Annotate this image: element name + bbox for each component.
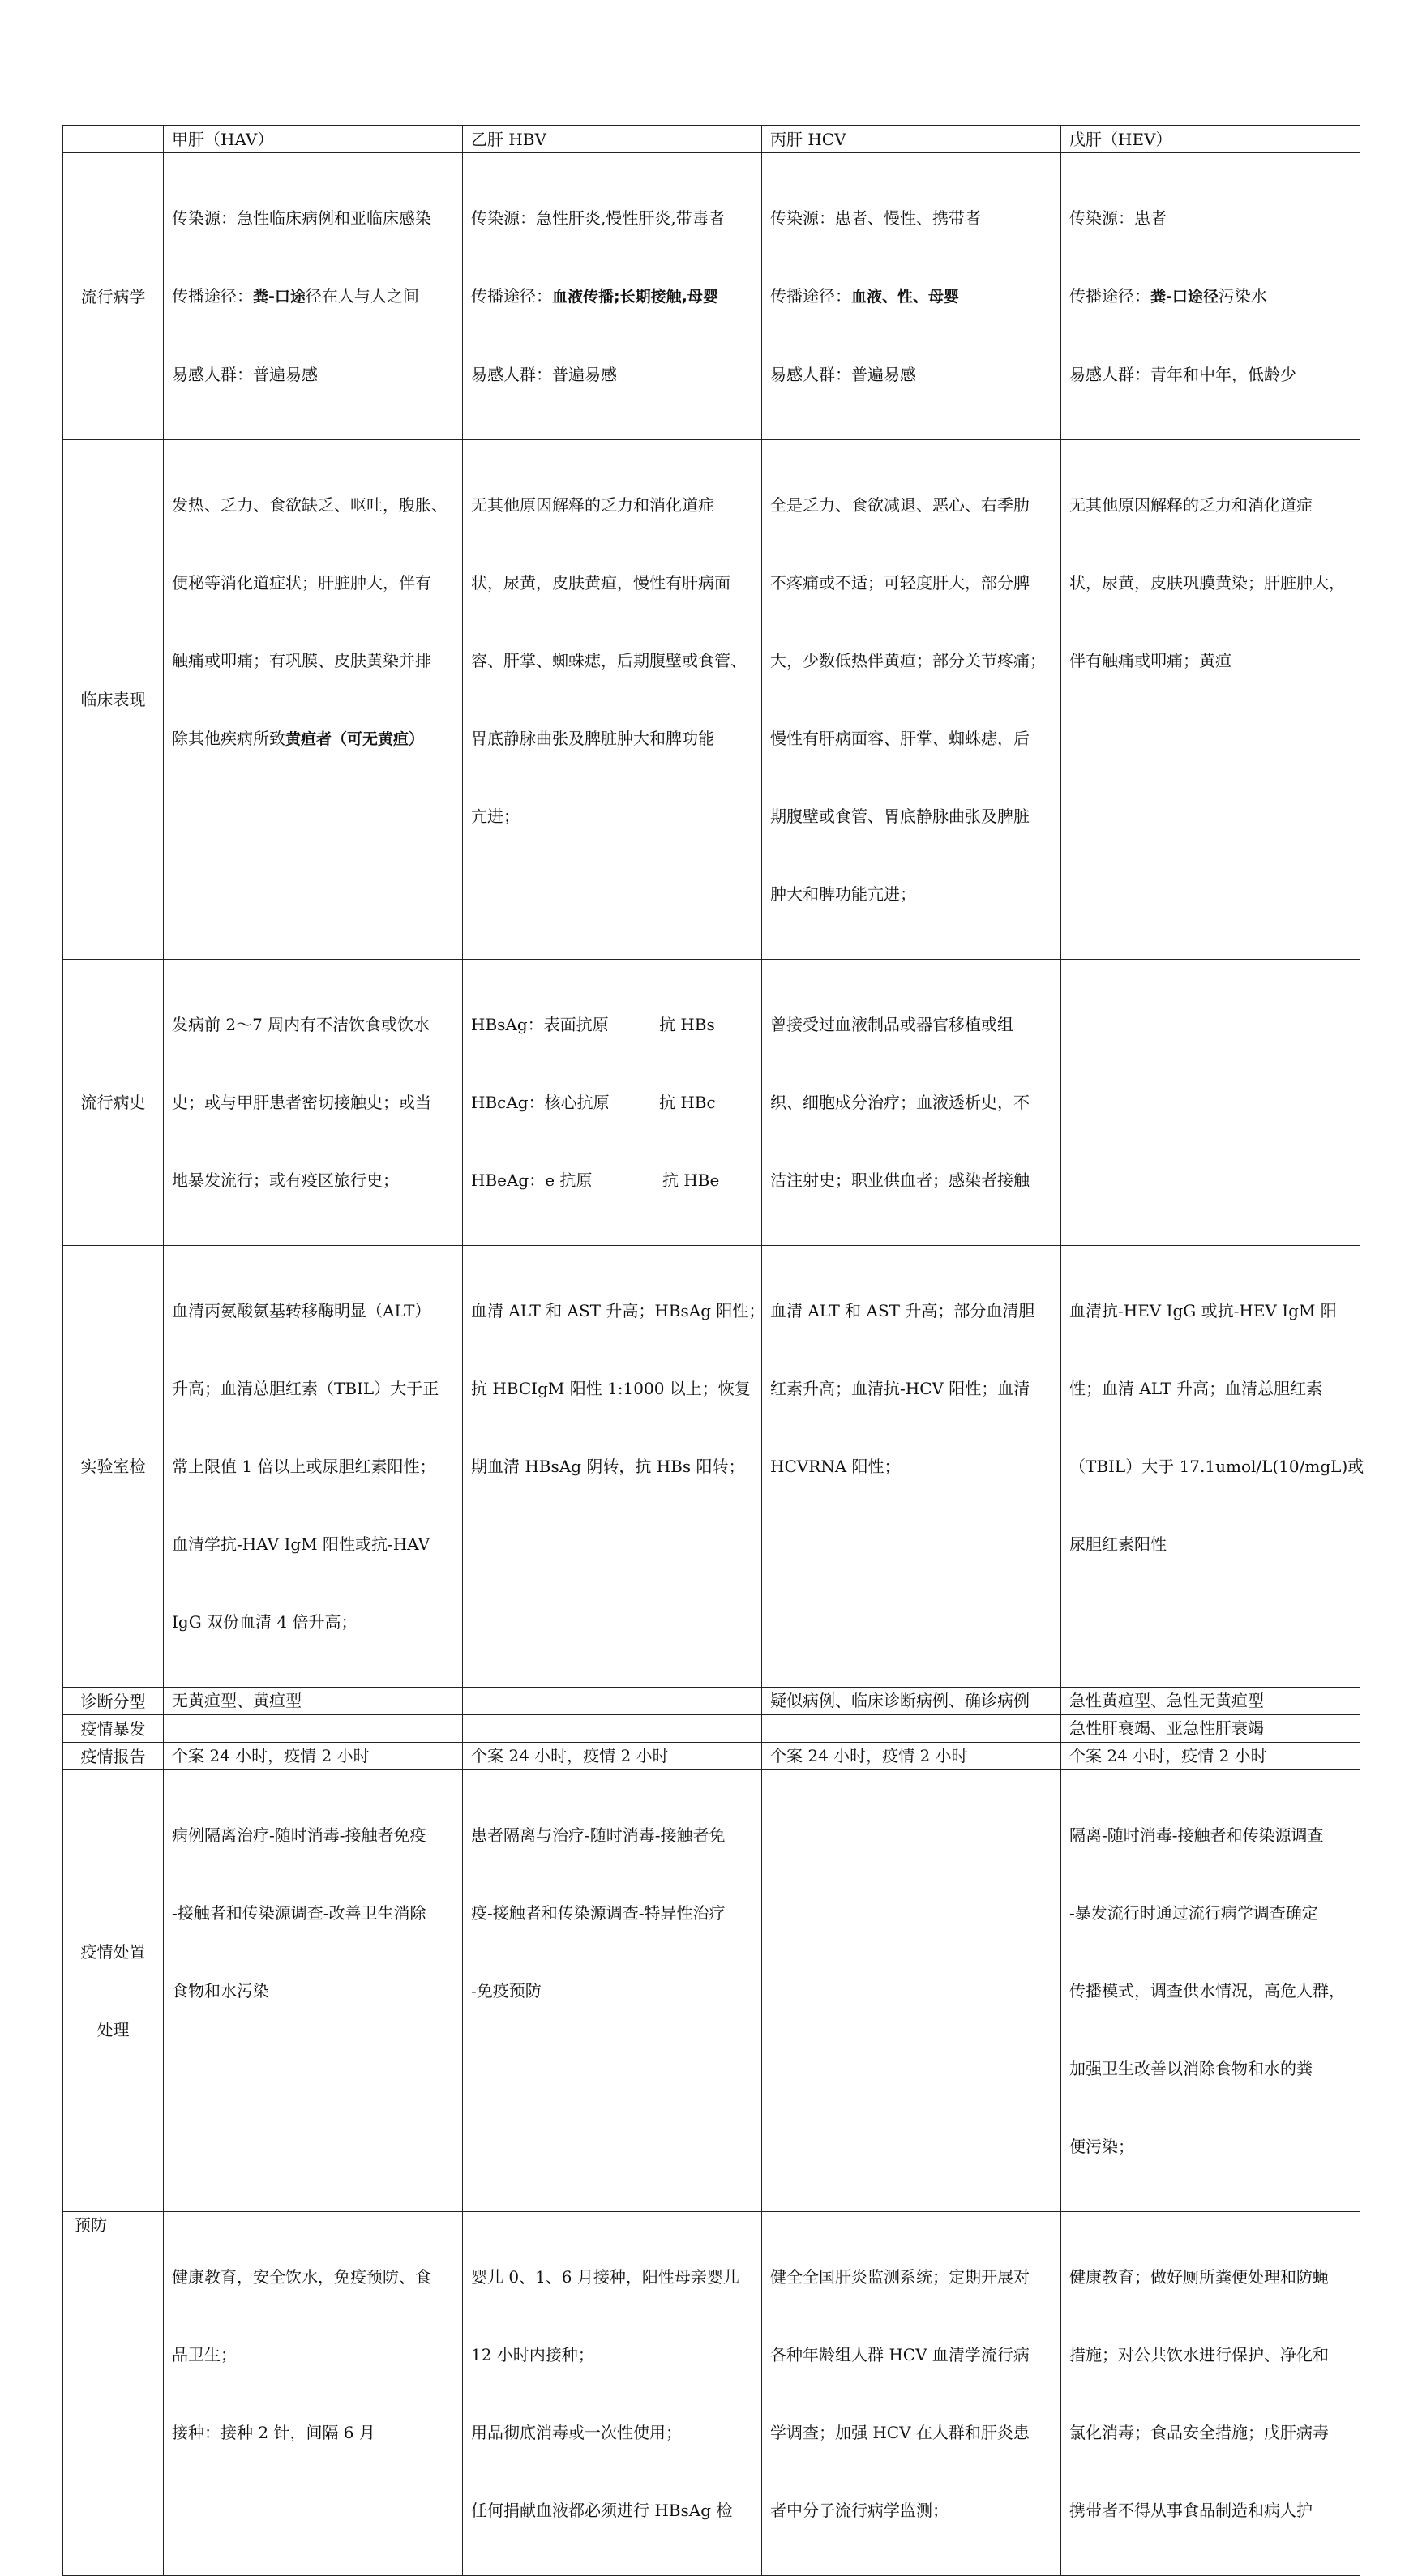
text-line: 升高；血清总胆红素（TBIL）大于正 [172, 1379, 439, 1398]
cell-prevention-hbv [463, 2212, 762, 2576]
text-line: 者中分子流行病学监测； [770, 2501, 949, 2520]
text-run: 传播途径： [770, 286, 851, 306]
text-line: 织、细胞成分治疗；血液透析史，不 [770, 1093, 1030, 1112]
text-line: 红素升高；血清抗-HCV 阳性；血清 [770, 1379, 1030, 1398]
antibody-term: 抗 HBc [659, 1093, 716, 1112]
row-label-lab: 实验室检 [63, 1246, 164, 1688]
text-line: 易感人群：普遍易感 [172, 365, 318, 384]
cell-epidemiology-hbv [463, 153, 762, 440]
cell-diagnosis-hcv: 疑似病例、临床诊断病例、确诊病例 [762, 1688, 1061, 1715]
text-run: 除其他疾病所致 [172, 729, 285, 748]
text-line [770, 283, 1052, 310]
text-line: 血清抗-HEV IgG 或抗-HEV IgM 阳 [1069, 1301, 1337, 1320]
antigen-term: HBsAg：表面抗原 [471, 1015, 609, 1034]
text-line: 血清 ALT 和 AST 升高；部分血清胆 [770, 1301, 1035, 1320]
text-line: 容、肝掌、蜘蛛痣，后期腹壁或食管、 [471, 651, 747, 670]
cell-outbreak-hev: 急性肝衰竭、亚急性肝衰竭 [1061, 1715, 1360, 1743]
row-label-handling [63, 1770, 164, 2212]
text-line [172, 725, 454, 752]
cell-prevention-hev [1061, 2212, 1360, 2576]
text-line: 性；血清 ALT 升高；血清总胆红素 [1069, 1379, 1323, 1398]
text-line: 肿大和脾功能亢进； [770, 884, 916, 904]
text-line: 食物和水污染 [172, 1981, 269, 2000]
text-line: 易感人群：普遍易感 [471, 365, 617, 384]
hepatitis-comparison-table [62, 125, 1364, 2576]
text-line: 大，少数低热伴黄疸；部分关节疼痛； [770, 651, 1046, 670]
text-line [172, 283, 454, 310]
text-line: 全是乏力、食欲减退、恶心、右季肋 [770, 495, 1030, 515]
bold-text: 血液、性、母婴 [851, 288, 960, 306]
text-line: 健康教育；做好厕所粪便处理和防蝇 [1069, 2267, 1329, 2287]
row-label-history: 流行病史 [63, 960, 164, 1246]
text-line: 健全全国肝炎监测系统；定期开展对 [770, 2267, 1030, 2287]
text-run: 传播途径： [172, 286, 253, 306]
text-line: 任何捐献血液都必须进行 HBsAg 检 [471, 2501, 733, 2520]
cell-epidemiology-hav [164, 153, 463, 440]
text-line: 尿胆红素阳性 [1069, 1534, 1167, 1554]
text-line: 传染源：急性临床病例和亚临床感染 [172, 208, 431, 228]
text-line: 亢进； [471, 807, 520, 826]
cell-lab-hav [164, 1246, 463, 1688]
label-line: 处理 [96, 2020, 130, 2039]
text-line: 学调查；加强 HCV 在人群和肝炎患 [770, 2423, 1030, 2442]
text-line: -暴发流行时通过流行病学调查确定 [1069, 1903, 1318, 1923]
row-clinical [63, 440, 1360, 960]
row-handling [63, 1770, 1360, 2212]
text-line: 常上限值 1 倍以上或尿胆红素阳性； [172, 1457, 436, 1476]
text-line: 胃底静脉曲张及脾脏肿大和脾功能 [471, 729, 714, 748]
text-line: 无其他原因解释的乏力和消化道症 [1069, 495, 1313, 515]
antibody-term: 抗 HBs [659, 1015, 715, 1034]
text-line: 传播模式，调查供水情况，高危人群， [1069, 1981, 1345, 2000]
text-line: （TBIL）大于 17.1umol/L(10/mgL)或 [1069, 1457, 1364, 1476]
text-line: 曾接受过血液制品或器官移植或组 [770, 1015, 1013, 1034]
text-line [471, 283, 753, 310]
row-label-diagnosis: 诊断分型 [63, 1688, 164, 1715]
text-line: 传染源：急性肝炎,慢性肝炎,带毒者 [471, 208, 725, 228]
cell-handling-hcv [762, 1770, 1061, 2212]
text-line: 抗 HBCIgM 阳性 1:1000 以上；恢复 [471, 1379, 751, 1398]
header-hbv: 乙肝 HBV [463, 126, 762, 153]
cell-lab-hbv [463, 1246, 765, 1688]
antigen-line [471, 1167, 753, 1193]
text-line: 血清丙氨酸氨基转移酶明显（ALT） [172, 1301, 431, 1320]
row-report [63, 1743, 1360, 1770]
text-line: 触痛或叩痛；有巩膜、皮肤黄染并排 [172, 651, 431, 670]
antibody-term: 抗 HBe [662, 1170, 720, 1190]
text-line: 状，尿黄，皮肤巩膜黄染；肝脏肿大， [1069, 573, 1345, 593]
bold-text: 血液传播;长期接触,母婴 [552, 288, 718, 306]
header-hev: 戊肝（HEV） [1061, 126, 1360, 153]
bold-text: 粪-口途径 [1150, 288, 1219, 306]
bold-text: 粪-口途 [253, 288, 306, 306]
cell-prevention-hcv [762, 2212, 1061, 2576]
text-line: 易感人群：青年和中年，低龄少 [1069, 365, 1296, 384]
cell-history-hev [1061, 960, 1360, 1246]
text-line: 隔离-随时消毒-接触者和传染源调查 [1069, 1825, 1324, 1845]
row-diagnosis [63, 1688, 1360, 1715]
row-history [63, 960, 1360, 1246]
cell-report-hcv: 个案 24 小时，疫情 2 小时 [762, 1743, 1061, 1770]
text-line: 加强卫生改善以消除食物和水的粪 [1069, 2059, 1313, 2078]
cell-epidemiology-hev [1061, 153, 1360, 440]
cell-epidemiology-hcv [762, 153, 1061, 440]
text-line: 接种：接种 2 针，间隔 6 月 [172, 2423, 375, 2442]
text-run: 传播途径： [471, 286, 552, 306]
cell-diagnosis-hbv [463, 1688, 762, 1715]
cell-outbreak-hcv [762, 1715, 1061, 1743]
text-line: 氯化消毒；食品安全措施；戊肝病毒 [1069, 2423, 1329, 2442]
row-epidemiology [63, 153, 1360, 440]
text-line: HCVRNA 阳性； [770, 1457, 901, 1476]
text-line: 易感人群：普遍易感 [770, 365, 916, 384]
text-line: 发热、乏力、食欲缺乏、呕吐，腹胀、 [172, 495, 448, 515]
row-lab [63, 1246, 1360, 1688]
text-line: 血清学抗-HAV IgM 阳性或抗-HAV [172, 1534, 430, 1554]
cell-report-hav: 个案 24 小时，疫情 2 小时 [164, 1743, 463, 1770]
row-label-clinical: 临床表现 [63, 440, 164, 960]
cell-outbreak-hav [164, 1715, 463, 1743]
text-line: 传染源：患者 [1069, 208, 1167, 228]
text-line: 伴有触痛或叩痛；黄疸 [1069, 651, 1231, 670]
text-line: 患者隔离与治疗-随时消毒-接触者免 [471, 1825, 726, 1845]
bold-text: 黄疸者（可无黄疸） [285, 730, 425, 748]
text-line: 疫-接触者和传染源调查-特异性治疗 [471, 1903, 726, 1923]
text-line: 无其他原因解释的乏力和消化道症 [471, 495, 714, 515]
text-line: 携带者不得从事食品制造和病人护 [1069, 2501, 1313, 2520]
cell-history-hbv [463, 960, 762, 1246]
row-label-report: 疫情报告 [63, 1743, 164, 1770]
row-outbreak [63, 1715, 1360, 1743]
antigen-term: HBeAg：e 抗原 [471, 1170, 593, 1190]
text-line: 措施；对公共饮水进行保护、净化和 [1069, 2345, 1329, 2364]
text-line: 洁注射史；职业供血者；感染者接触 [770, 1170, 1030, 1190]
text-line: 血清 ALT 和 AST 升高；HBsAg 阳性； [471, 1301, 765, 1320]
text-line: 期腹壁或食管、胃底静脉曲张及脾脏 [770, 807, 1030, 826]
text-line: 发病前 2～7 周内有不洁饮食或饮水 [172, 1015, 430, 1034]
cell-clinical-hev [1061, 440, 1360, 960]
text-line: 地暴发流行；或有疫区旅行史； [172, 1170, 399, 1190]
cell-clinical-hbv [463, 440, 762, 960]
cell-diagnosis-hev: 急性黄疸型、急性无黄疸型 [1061, 1688, 1360, 1715]
row-label-outbreak: 疫情暴发 [63, 1715, 164, 1743]
text-line: 健康教育，安全饮水，免疫预防、食 [172, 2267, 431, 2287]
cell-prevention-hav [164, 2212, 463, 2576]
text-run: 污染水 [1218, 286, 1267, 306]
row-label-prevention: 预防 [63, 2212, 164, 2576]
cell-handling-hav [164, 1770, 463, 2212]
cell-lab-hcv [762, 1246, 1061, 1688]
header-hcv: 丙肝 HCV [762, 126, 1061, 153]
cell-handling-hbv [463, 1770, 762, 2212]
text-line [1069, 283, 1351, 310]
text-line: 不疼痛或不适；可轻度肝大，部分脾 [770, 573, 1030, 593]
antigen-line [471, 1012, 753, 1038]
cell-outbreak-hbv [463, 1715, 762, 1743]
cell-history-hav [164, 960, 463, 1246]
text-line: 品卫生； [172, 2345, 237, 2364]
cell-clinical-hcv [762, 440, 1061, 960]
label-line: 疫情处置 [80, 1942, 146, 1962]
text-line: 史；或与甲肝患者密切接触史；或当 [172, 1093, 431, 1112]
text-line: IgG 双份血清 4 倍升高； [172, 1612, 358, 1632]
antigen-term: HBcAg：核心抗原 [471, 1093, 610, 1112]
header-row [63, 126, 1360, 153]
cell-handling-hev [1061, 1770, 1360, 2212]
text-line: 便污染； [1069, 2137, 1134, 2156]
cell-lab-hev [1061, 1246, 1364, 1688]
text-line: 病例隔离治疗-随时消毒-接触者免疫 [172, 1825, 426, 1845]
text-line: 状，尿黄，皮肤黄疸，慢性有肝病面 [471, 573, 730, 593]
antigen-line [471, 1089, 753, 1115]
text-line: -接触者和传染源调查-改善卫生消除 [172, 1903, 426, 1923]
text-line: 传染源：患者、慢性、携带者 [770, 208, 981, 228]
text-line: 各种年龄组人群 HCV 血清学流行病 [770, 2345, 1030, 2364]
text-run: 径在人与人之间 [305, 286, 419, 306]
cell-report-hbv: 个案 24 小时，疫情 2 小时 [463, 1743, 762, 1770]
text-line: 慢性有肝病面容、肝掌、蜘蛛痣，后 [770, 729, 1030, 748]
text-line: 婴儿 0、1、6 月接种，阳性母亲婴儿 [471, 2267, 739, 2287]
text-line: -免疫预防 [471, 1981, 542, 2000]
text-line: 12 小时内接种； [471, 2345, 594, 2364]
header-hav: 甲肝（HAV） [164, 126, 463, 153]
cell-clinical-hav [164, 440, 463, 960]
text-line: 便秘等消化道症状；肝脏肿大，伴有 [172, 573, 431, 593]
cell-report-hev: 个案 24 小时，疫情 2 小时 [1061, 1743, 1360, 1770]
cell-history-hcv [762, 960, 1061, 1246]
row-label-epidemiology: 流行病学 [63, 153, 164, 440]
text-run: 传播途径： [1069, 286, 1150, 306]
header-corner [63, 126, 164, 153]
text-line: 用品彻底消毒或一次性使用； [471, 2423, 682, 2442]
cell-diagnosis-hav: 无黄疸型、黄疸型 [164, 1688, 463, 1715]
row-prevention [63, 2212, 1360, 2576]
text-line: 期血清 HBsAg 阴转，抗 HBs 阳转； [471, 1457, 745, 1476]
